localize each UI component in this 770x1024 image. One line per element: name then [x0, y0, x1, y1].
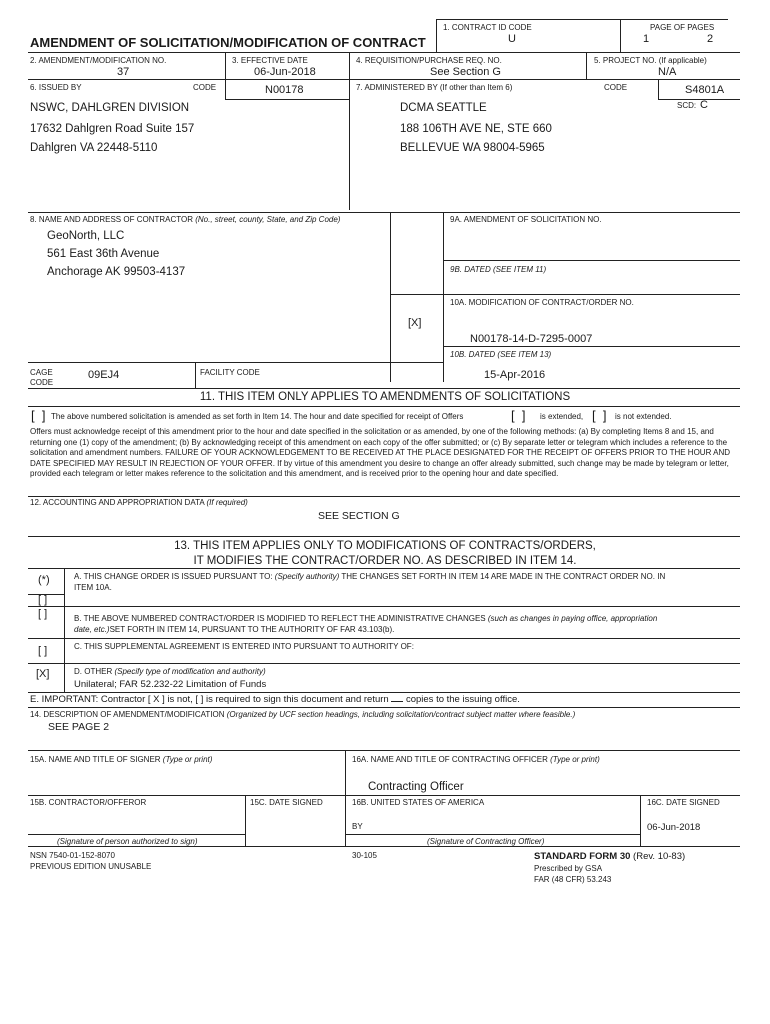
- item-16a-value: Contracting Officer: [368, 781, 464, 793]
- issuer-address: 17632 Dahlgren Road Suite 157: [30, 123, 195, 135]
- item-11-checkbox-extended[interactable]: [ ]: [511, 408, 526, 423]
- item-13d-authority: Unilateral; FAR 52.232-22 Limitation of Funds: [74, 679, 267, 690]
- far-reference: FAR (48 CFR) 53.243: [534, 875, 612, 884]
- item-9a-label: 9A. AMENDMENT OF SOLICITATION NO.: [450, 215, 602, 224]
- rule: [28, 795, 740, 796]
- rule: [64, 568, 65, 692]
- rule: [28, 362, 443, 363]
- nsn: NSN 7540-01-152-8070: [30, 851, 115, 860]
- req-no-label: 4. REQUISITION/PURCHASE REQ. NO.: [356, 56, 502, 65]
- rule: [28, 52, 740, 53]
- item-13b-text: B. THE ABOVE NUMBERED CONTRACT/ORDER IS MODIFIED TO REFLECT THE ADMINISTRATIVE CHANGES (such as changes in paying office, appropriation: [74, 614, 658, 623]
- item-11-checkbox-amend[interactable]: [ ]: [31, 408, 46, 423]
- item-13-subheading: IT MODIFIES THE CONTRACT/ORDER NO. AS DESCRIBED IN ITEM 14.: [193, 555, 577, 567]
- rule: [390, 212, 391, 382]
- rule: [225, 52, 226, 99]
- rule: [658, 79, 659, 99]
- page-count: 2: [707, 33, 714, 45]
- item-13b-checkbox[interactable]: [ ]: [38, 608, 48, 620]
- rule: [640, 795, 641, 846]
- item-9b-label: 9B. DATED (SEE ITEM 11): [450, 265, 547, 274]
- issued-by-label: 6. ISSUED BY: [30, 83, 82, 92]
- item-10b-value: 15-Apr-2016: [484, 369, 546, 381]
- rule: [28, 638, 740, 639]
- item-16a-label: 16A. NAME AND TITLE OF CONTRACTING OFFICER (Type or print): [352, 755, 600, 764]
- contract-id-label: 1. CONTRACT ID CODE: [443, 23, 532, 32]
- item-13b-text-2: date, etc.)SET FORTH IN ITEM 14, PURSUANT TO THE AUTHORITY OF FAR 43.103(b).: [74, 625, 395, 634]
- standard-form-id: STANDARD FORM 30 (Rev. 10-83): [534, 851, 686, 862]
- rule: [28, 388, 740, 389]
- item-12-value: SEE SECTION G: [318, 510, 400, 522]
- rule: [28, 692, 740, 693]
- effective-date-label: 3. EFFECTIVE DATE: [232, 56, 308, 65]
- admin-code-label: CODE: [604, 83, 628, 92]
- item-13c-checkbox[interactable]: [ ]: [38, 645, 48, 657]
- rule: [28, 707, 740, 708]
- project-no-label: 5. PROJECT NO. (If applicable): [594, 56, 707, 65]
- item-10b-label: 10B. DATED (SEE ITEM 13): [450, 350, 552, 359]
- contractor-name: GeoNorth, LLC: [47, 230, 125, 242]
- rule: [28, 750, 740, 751]
- rule: [28, 406, 740, 407]
- item-11-extended-label: is extended,: [540, 412, 584, 421]
- rule: [245, 795, 246, 846]
- item-13d-checkbox[interactable]: [X]: [36, 668, 50, 680]
- item-10-checkbox[interactable]: [X]: [408, 317, 422, 329]
- rule: [28, 568, 740, 569]
- officer-signature-caption: (Signature of Contracting Officer): [427, 837, 545, 846]
- rule: [28, 212, 740, 213]
- item-13a-mark: (*): [38, 574, 50, 586]
- item-11-not-extended-label: is not extended.: [615, 412, 672, 421]
- contractor-address: 561 East 36th Avenue: [47, 248, 160, 260]
- issuer-city: Dahlgren VA 22448-5110: [30, 142, 158, 154]
- issued-code-value: N00178: [265, 84, 304, 96]
- rule: [28, 846, 740, 847]
- rule: [28, 79, 740, 80]
- item-13-heading: 13. THIS ITEM APPLIES ONLY TO MODIFICATIONS OF CONTRACTS/ORDERS,: [174, 540, 596, 552]
- administered-by-label: 7. ADMINISTERED BY (If other than Item 6): [356, 83, 513, 92]
- form-code: 30-105: [352, 851, 377, 860]
- rule: [28, 606, 740, 607]
- important-notice: E. IMPORTANT: Contractor [ X ] is not, [ ] is required to sign this document and return copies to the issuing office.: [30, 694, 520, 705]
- amendment-no-value: 37: [117, 66, 130, 78]
- req-no-value: See Section G: [430, 66, 501, 78]
- item-13-blank-checkbox[interactable]: [ ]: [38, 594, 48, 606]
- scd-value: C: [700, 99, 708, 111]
- item-13a-text-2: ITEM 10A.: [74, 583, 112, 592]
- item-13c-text: C. THIS SUPPLEMENTAL AGREEMENT IS ENTERED INTO PURSUANT TO AUTHORITY OF:: [74, 642, 414, 651]
- item-15b-label: 15B. CONTRACTOR/OFFEROR: [30, 798, 147, 807]
- contractor-signature-caption: (Signature of person authorized to sign): [57, 837, 198, 846]
- admin-name: DCMA SEATTLE: [400, 102, 487, 114]
- cage-label: CAGE: [30, 368, 53, 377]
- cage-code-value: 09EJ4: [88, 369, 120, 381]
- item-13a-text: A. THIS CHANGE ORDER IS ISSUED PURSUANT TO: (Specify authority) THE CHANGES SET FORTH IN ITEM 14 ARE MADE IN THE CONTRACT ORDER NO. IN: [74, 572, 666, 581]
- rule: [225, 99, 349, 100]
- facility-code-label: FACILITY CODE: [200, 368, 260, 377]
- page-number: 1: [643, 33, 650, 45]
- rule: [349, 52, 350, 210]
- issuer-name: NSWC, DAHLGREN DIVISION: [30, 102, 190, 114]
- item-11-text: The above numbered solicitation is amended as set forth in Item 14. The hour and date specified for receipt of Offers: [51, 412, 464, 421]
- item-15a-label: 15A. NAME AND TITLE OF SIGNER (Type or print): [30, 755, 213, 764]
- rule: [28, 496, 740, 497]
- item-10a-value: N00178-14-D-7295-0007: [470, 333, 593, 345]
- rule: [443, 260, 740, 261]
- rule: [28, 536, 740, 537]
- item-13d-text: D. OTHER (Specify type of modification and authority): [74, 667, 266, 676]
- issued-code-label: CODE: [193, 83, 217, 92]
- rule: [658, 99, 740, 100]
- previous-edition-note: PREVIOUS EDITION UNUSABLE: [30, 862, 152, 871]
- effective-date-value: 06-Jun-2018: [254, 66, 316, 78]
- item-16b-label: 16B. UNITED STATES OF AMERICA: [352, 798, 485, 807]
- form-title: AMENDMENT OF SOLICITATION/MODIFICATION OF CONTRACT: [30, 35, 426, 50]
- rule: [443, 212, 444, 382]
- item-16c-label: 16C. DATE SIGNED: [647, 798, 720, 807]
- contractor-city: Anchorage AK 99503-4137: [47, 266, 186, 278]
- item-12-label: 12. ACCOUNTING AND APPROPRIATION DATA (If required): [30, 498, 248, 507]
- item-15c-label: 15C. DATE SIGNED: [250, 798, 323, 807]
- scd-label: SCD:: [677, 101, 697, 110]
- admin-code-value: S4801A: [685, 84, 725, 96]
- admin-city: BELLEVUE WA 98004-5965: [400, 142, 545, 154]
- project-no-value: N/A: [658, 66, 677, 78]
- item-14-value: SEE PAGE 2: [48, 721, 110, 733]
- amendment-no-label: 2. AMENDMENT/MODIFICATION NO.: [30, 56, 167, 65]
- item-16c-value: 06-Jun-2018: [647, 822, 701, 833]
- item-11-instructions: Offers must acknowledge receipt of this amendment prior to the hour and date specified in the solicitation or as amended, by one of the following methods: (a) By completing Items 8 and 15, and returning one (1) copy of the amendment; (b) By acknowledging receipt of this amendment on each copy of the offer submitted; or (c) By separate letter or telegram which includes a reference to the solicitation and amendment numbers. FAILURE OF YOUR ACKNOWLEDGEMENT TO BE RECEIVED AT THE PLACE DESIGNATED FOR THE RECEIPT OF OFFERS PRIOR TO THE HOUR AND DATE SPECIFIED MAY RESULT IN REJECTION OF YOUR OFFER. If by virtue of this amendment you desire to change an offer already submitted, such change may be made by telegram or letter, provided each telegram or letter makes reference to the solicitation and this amendment, and is received prior to the opening hour and date specified.: [30, 427, 731, 478]
- prescribed-by: Prescribed by GSA: [534, 864, 603, 873]
- rule: [28, 663, 740, 664]
- item-11-heading: 11. THIS ITEM ONLY APPLIES TO AMENDMENTS OF SOLICITATIONS: [199, 391, 571, 403]
- rule: [390, 294, 740, 295]
- rule: [620, 19, 621, 52]
- contract-id-value: U: [508, 33, 516, 45]
- by-label: BY: [352, 822, 363, 831]
- admin-address: 188 106TH AVE NE, STE 660: [400, 123, 552, 135]
- rule: [28, 834, 245, 835]
- rule: [195, 362, 196, 388]
- rule: [345, 834, 640, 835]
- rule: [443, 346, 740, 347]
- rule: [345, 750, 346, 846]
- contractor-label: 8. NAME AND ADDRESS OF CONTRACTOR (No., street, county, State, and Zip Code): [30, 215, 341, 224]
- rule: [436, 19, 437, 52]
- page-of-pages-label: PAGE OF PAGES: [650, 23, 715, 32]
- item-11-checkbox-not-extended[interactable]: [ ]: [592, 408, 607, 423]
- item-10a-label: 10A. MODIFICATION OF CONTRACT/ORDER NO.: [450, 298, 634, 307]
- item-14-label: 14. DESCRIPTION OF AMENDMENT/MODIFICATION (Organized by UCF section headings, including solicitation/contract subject matter where feasible.): [30, 710, 576, 719]
- cage-label-2: CODE: [30, 378, 54, 387]
- rule: [436, 19, 728, 20]
- rule: [586, 52, 587, 79]
